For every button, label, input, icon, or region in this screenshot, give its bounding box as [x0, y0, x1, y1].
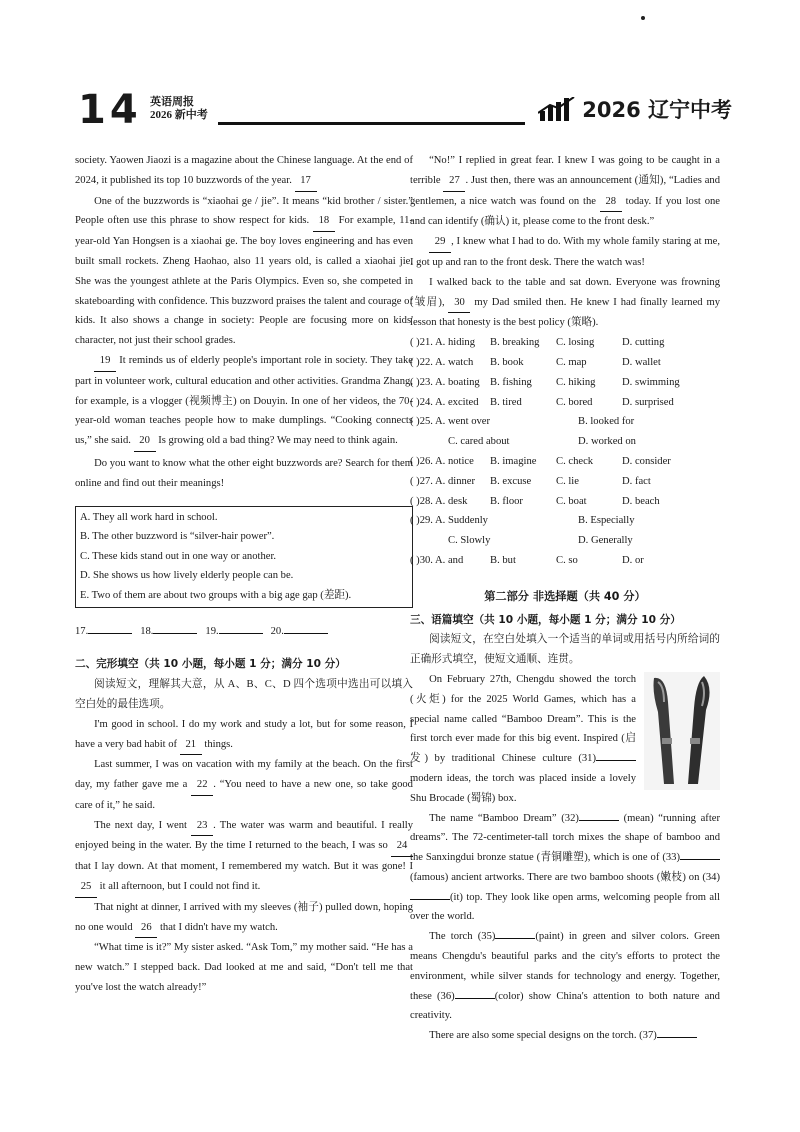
choice-b: B. floor	[490, 495, 523, 507]
choice-a: ( )25. A. went over	[410, 416, 491, 428]
blank-18: 18	[313, 211, 335, 232]
blank-36[interactable]	[455, 998, 495, 999]
choice-row[interactable]	[410, 333, 720, 353]
page-number: 14	[78, 87, 142, 133]
cloze-paragraph	[410, 232, 720, 273]
header-rule-right	[413, 122, 525, 125]
paragraph-text: (it) top. They look like open arms, welcoming people from all over the world.	[410, 891, 720, 923]
choice-row[interactable]	[410, 393, 720, 413]
answer-blank[interactable]	[88, 633, 132, 634]
blank-17: 17	[295, 171, 317, 192]
blank-24: 24	[391, 836, 413, 857]
choice-row[interactable]	[410, 531, 720, 551]
paragraph-text: my Dad smiled then. He knew I had finally learned my lesson that honesty is the best policy (策略).	[410, 296, 720, 329]
choice-row[interactable]	[410, 353, 720, 373]
cloze-paragraph	[75, 898, 413, 939]
blank-34[interactable]	[410, 899, 450, 900]
blank-25: 25	[75, 877, 97, 898]
choice-b: B. imagine	[490, 455, 537, 467]
right-column	[410, 151, 720, 1046]
choice-b: B. Especially	[578, 515, 635, 527]
answer-label: 19.	[205, 625, 219, 637]
section-2-title: 二、完形填空（共 10 小题，每小题 1 分；满分 10 分）	[75, 658, 346, 671]
choice-c: C. Slowly	[448, 535, 491, 547]
paragraph-text: modern ideas, the torch was placed inside a lovely Shu Brocade (蜀锦) box.	[410, 772, 636, 804]
answer-blank[interactable]	[153, 633, 197, 634]
choice-row[interactable]	[410, 492, 720, 512]
choice-c: C. map	[556, 356, 587, 368]
options-box	[75, 506, 413, 608]
cloze-paragraph	[410, 151, 720, 232]
option-e: E. Two of them are about two groups with a big age gap (差距).	[80, 589, 352, 601]
choice-d: D. consider	[622, 455, 671, 467]
paragraph-text: Last summer, I was on vacation with my family at the beach. On the first day, my father gave me a	[75, 759, 413, 791]
option-c: C. These kids stand out in one way or another.	[80, 550, 277, 562]
blank-28: 28	[600, 192, 622, 213]
paragraph-text: For example, 11-year-old Yan Hongsen is a xiaohai ge. The boy loves engineering and has even built small rockets. Zheng Haohao, also 11 years old, is called a xiaohai jie. She was the youngest athlete at the Paris Olympics. Even so, she competed in skateboarding with confidence. This buzzword praises the talent and courage of kids. It also shows a change in society: People are focusing more on kids' character, not just their school grades.	[75, 215, 413, 347]
choice-row[interactable]	[410, 432, 720, 452]
cloze-paragraph: “What time is it?” My sister asked. “Ask Tom,” my mother said. “He has a new watch.” I stepped back. Dad looked at me and said, “Don't tell me that you've lost the watch already!”	[75, 942, 413, 994]
paragraph-text: The name “Bamboo Dream” (32)	[429, 812, 579, 824]
choice-b: B. but	[490, 554, 516, 566]
page-header	[78, 87, 732, 133]
choice-c: C. losing	[556, 337, 595, 349]
brand-banner	[538, 94, 732, 124]
paragraph-text: One of the buzzwords is “xiaohai ge / jie”. It means “kid brother / sister.” People often use this phrase to show respect for kids.	[75, 195, 413, 227]
fill-paragraph	[410, 809, 720, 928]
section-3-instructions: 阅读短文，在空白处填入一个适当的单词或用括号内所给词的正确形式填空，使短文通顺、连贯。	[410, 634, 720, 666]
choice-c: C. so	[556, 554, 578, 566]
choice-d: D. Generally	[578, 535, 633, 547]
section-3-title: 三、语篇填空（共 10 小题，每小题 1 分；满分 10 分）	[410, 613, 681, 626]
paragraph-text: things.	[204, 738, 233, 750]
header-rule-left	[218, 122, 423, 125]
choice-a: ( )28. A. desk	[410, 495, 468, 507]
choice-row[interactable]	[410, 412, 720, 432]
choice-c: C. cared about	[448, 436, 510, 448]
choice-a: ( )21. A. hiding	[410, 337, 476, 349]
publication-name	[150, 96, 208, 122]
choice-c: C. lie	[556, 475, 579, 487]
brand-title: 2026 辽宁中考	[582, 98, 732, 122]
paragraph-text: it all afternoon, but I could not find it.	[99, 881, 261, 893]
choice-row[interactable]	[410, 452, 720, 472]
choice-d: D. or	[622, 554, 644, 566]
paragraph-text: that I lay down. At that moment, I remembered my watch. But it was gone! I	[75, 861, 413, 873]
choice-b: B. excuse	[490, 475, 532, 487]
choice-row[interactable]	[410, 373, 720, 393]
choice-d: D. swimming	[622, 376, 680, 388]
blank-30: 30	[448, 293, 470, 314]
paragraph-text: There are also some special designs on the torch. (37)	[429, 1030, 657, 1042]
passage-paragraph	[75, 151, 413, 192]
passage-paragraph: Do you want to know what the other eight buzzwords are? Search for them online and find out their meanings!	[75, 457, 413, 489]
passage-paragraph	[75, 192, 413, 351]
section-2-instructions: 阅读短文，理解其大意，从 A、B、C、D 四个选项中选出可以填入空白处的最佳选项。	[75, 679, 413, 710]
choice-list	[410, 333, 720, 571]
choice-a: ( )30. A. and	[410, 554, 464, 566]
choice-b: B. breaking	[490, 337, 540, 349]
publication-line-1: 英语周报	[150, 96, 194, 108]
choice-a: ( )29. A. Suddenly	[410, 515, 488, 527]
paragraph-text: , I knew what I had to do. With my whole family staring at me, I got up and ran to the front desk. There the watch was!	[410, 236, 720, 268]
blank-23: 23	[191, 816, 213, 837]
blank-31[interactable]	[596, 760, 636, 761]
paragraph-text: (paint) in green and silver colors. Green means Chengdu's beautiful parks and the city's efforts to protect the environment, while silver stands for technology and energy. Together, these (36)	[410, 931, 720, 1002]
torch-photo	[644, 672, 720, 790]
choice-a: ( )23. A. boating	[410, 376, 480, 388]
choice-b: B. book	[490, 356, 524, 368]
choice-d: D. cutting	[622, 337, 665, 349]
answer-blank[interactable]	[219, 633, 263, 634]
blank-20: 20	[134, 431, 156, 452]
paragraph-text: The next day, I went	[94, 819, 187, 831]
choice-a: ( )27. A. dinner	[410, 475, 476, 487]
cloze-paragraph	[75, 816, 413, 898]
blank-29: 29	[429, 232, 451, 253]
paragraph-text: The torch (35)	[429, 931, 496, 943]
choice-d: D. surprised	[622, 396, 674, 408]
answer-blank[interactable]	[284, 633, 328, 634]
paragraph-text: Is growing old a bad thing? We may need to think again.	[158, 435, 398, 447]
paragraph-text: (famous) ancient artworks. There are two bamboo shoots (嫩枝) on (34)	[410, 871, 720, 883]
blank-27: 27	[443, 171, 465, 192]
paragraph-text: “No!” I replied in great fear. I knew I was going to be caught in a terrible	[410, 155, 720, 186]
choice-a: ( )22. A. watch	[410, 356, 474, 368]
answer-line	[75, 622, 413, 642]
blank-26: 26	[135, 918, 157, 939]
choice-row[interactable]	[410, 472, 720, 492]
choice-d: D. worked on	[578, 436, 636, 448]
blank-19: 19	[94, 351, 116, 372]
blank-21: 21	[180, 735, 202, 756]
passage-paragraph	[75, 351, 413, 452]
choice-row[interactable]	[410, 551, 720, 571]
scan-speck	[641, 16, 645, 20]
paragraph-text: I'm good in school. I do my work and study a lot, but for some reason, I have a very bad habit of	[75, 718, 413, 750]
option-d: D. She shows us how lively elderly people can be.	[80, 570, 294, 582]
paragraph-text: society. Yaowen Jiaozi is a magazine about the Chinese language. At the end of 2024, it published its top 10 buzzwords of the year.	[75, 155, 413, 186]
answer-label: 18.	[140, 625, 154, 637]
paragraph-text: . “You need to have a new one, so take good care of it,” he said.	[75, 779, 413, 811]
answer-label: 17.	[75, 625, 89, 637]
choice-b: B. looked for	[578, 416, 635, 428]
answer-label: 20.	[270, 625, 284, 637]
cloze-paragraph	[410, 273, 720, 333]
paragraph-text: today. If you lost one and can identify (确认) it, please come to the front desk.”	[410, 195, 721, 228]
choice-a: ( )26. A. notice	[410, 455, 474, 467]
choice-row[interactable]	[410, 511, 720, 531]
paragraph-text: I walked back to the table and sat down. Everyone was frowning (皱眉),	[410, 276, 720, 308]
choice-d: D. fact	[622, 475, 651, 487]
option-a: A. They all work hard in school.	[80, 511, 218, 523]
paragraph-text: On February 27th, Chengdu showed the torch (火炬) for the 2025 World Games, which has a special name called “Bamboo Dream”. This is the first torch ever made for this big event. Inspired (启发) by traditional Chinese culture (31)	[410, 673, 636, 765]
choice-c: C. boat	[556, 495, 587, 507]
choice-c: C. hiking	[556, 376, 596, 388]
fill-paragraph	[410, 927, 720, 1026]
blank-32[interactable]	[579, 820, 619, 821]
paragraph-text: (mean) “running after dreams”. The 72-centimeter-tall torch mixes the shape of bamboo and the Sanxingdui bronze statue (青铜雕塑), which is one of (33)	[410, 812, 720, 864]
part-2-title: 第二部分 非选择题（共 40 分）	[484, 589, 646, 603]
paragraph-text: that I didn't have my watch.	[159, 921, 278, 933]
paragraph-text: It reminds us of elderly people's important role in society. They take part in volunteer work, cultural education and other activities. Grandma Zhang, for example, is a vlogger (视频博主) on Douyin. In one of her videos, the 70-year-old woman teaches people how to make dumplings. “Cooking connects us,” she said.	[75, 354, 413, 447]
choice-b: B. tired	[490, 396, 522, 408]
cloze-paragraph	[75, 755, 413, 815]
choice-d: D. wallet	[622, 356, 661, 368]
choice-c: C. bored	[556, 396, 593, 408]
choice-a: ( )24. A. excited	[410, 396, 479, 408]
paragraph-text: . The water was warm and beautiful. I really enjoyed being in the water. By the time I returned to the beach, I was so	[75, 819, 413, 852]
cloze-paragraph	[75, 715, 413, 756]
blank-22: 22	[191, 775, 213, 796]
blank-33[interactable]	[680, 859, 720, 860]
left-column	[75, 151, 413, 998]
choice-c: C. check	[556, 455, 594, 467]
choice-b: B. fishing	[490, 376, 532, 388]
paragraph-text: (color) show China's attention to both nature and creativity.	[410, 990, 720, 1022]
publication-line-2: 2026 新中考	[150, 109, 208, 121]
blank-35[interactable]	[495, 938, 535, 939]
paragraph-text: That night at dinner, I arrived with my sleeves (袖子) pulled down, hoping no one would	[75, 901, 413, 933]
fill-paragraph	[410, 1026, 720, 1046]
choice-d: D. beach	[622, 495, 660, 507]
paragraph-text: . Just then, there was an announcement (通知), “Ladies and gentlemen, a nice watch was found on the	[410, 174, 721, 207]
bar-chart-logo-icon	[538, 97, 576, 121]
option-b: B. The other buzzword is “silver-hair power”.	[80, 531, 275, 543]
blank-37[interactable]	[657, 1037, 697, 1038]
